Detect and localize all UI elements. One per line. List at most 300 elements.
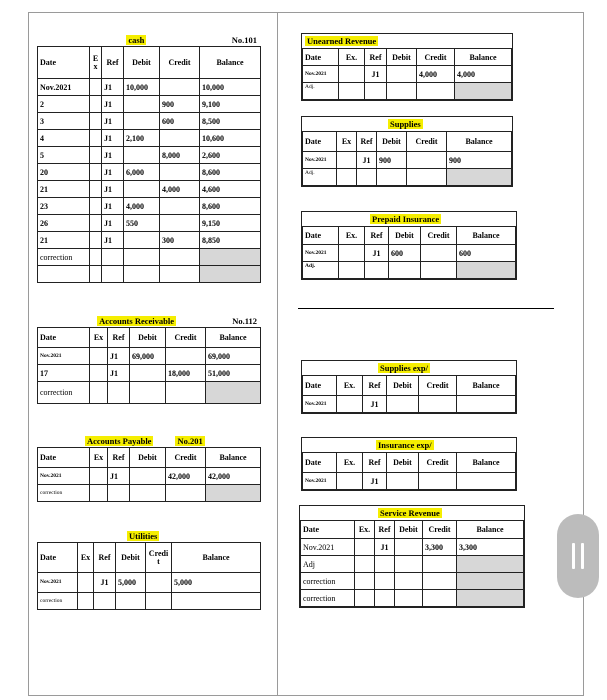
cell-ex[interactable] <box>355 590 375 607</box>
center-divider <box>277 12 278 696</box>
table-row <box>38 96 261 113</box>
supplies-title: Supplies <box>390 119 421 129</box>
cell-balance[interactable]: 51,000 <box>206 365 261 382</box>
cell-debit[interactable] <box>124 266 160 283</box>
cell-debit[interactable]: 69,000 <box>130 348 166 365</box>
cell-ref[interactable] <box>365 262 389 279</box>
cell-date[interactable]: Nov.2021 <box>303 66 339 83</box>
cell-ref[interactable]: J1 <box>365 245 389 262</box>
cell-debit[interactable] <box>387 473 419 490</box>
cell-ref[interactable]: J1 <box>365 66 387 83</box>
header-balance: Balance <box>172 543 261 573</box>
header-balance: Balance <box>447 132 512 152</box>
prepaid-insurance-ledger <box>301 211 517 280</box>
header-ref: Ref <box>102 47 124 79</box>
cell-date[interactable]: 21 <box>38 181 90 198</box>
header-debit: Debit <box>116 543 146 573</box>
cell-balance[interactable]: 900 <box>447 152 512 169</box>
adj-row <box>301 556 524 573</box>
correction-label: correction <box>301 573 355 590</box>
ie-title-bar <box>302 438 516 452</box>
cell-balance[interactable] <box>457 573 524 590</box>
cell-ex[interactable] <box>90 232 102 249</box>
cell-ref[interactable]: J1 <box>102 164 124 181</box>
cell-debit[interactable]: 10,000 <box>124 79 160 96</box>
correction-label: correction <box>38 382 90 404</box>
cell-debit[interactable] <box>377 169 407 186</box>
cell-balance[interactable] <box>457 590 524 607</box>
cell-credit[interactable] <box>146 593 172 610</box>
table-row <box>38 181 261 198</box>
separator-line <box>298 308 554 309</box>
cell-debit[interactable]: 900 <box>377 152 407 169</box>
accounts-receivable-ledger <box>37 315 261 404</box>
cell-credit[interactable] <box>419 473 457 490</box>
cell-ex[interactable] <box>90 348 108 365</box>
cell-ex[interactable] <box>90 198 102 215</box>
cell-ex[interactable] <box>90 249 102 266</box>
cell-balance[interactable] <box>172 593 261 610</box>
cell-date[interactable]: Nov.2021 <box>303 245 339 262</box>
adj-label: Adj. <box>303 169 337 186</box>
header-balance: Balance <box>457 227 516 245</box>
header-date: Date <box>303 227 339 245</box>
cell-balance[interactable] <box>200 266 261 283</box>
cell-ref[interactable] <box>102 249 124 266</box>
header-ref: Ref <box>375 521 395 539</box>
cell-balance[interactable]: 8,600 <box>200 164 261 181</box>
ie-header-row <box>303 453 516 473</box>
cell-ex[interactable] <box>90 468 108 485</box>
cell-ex[interactable] <box>90 181 102 198</box>
table-row <box>303 66 512 83</box>
cell-ex[interactable] <box>355 573 375 590</box>
cell-debit[interactable] <box>130 382 166 404</box>
cell-credit[interactable]: 8,000 <box>160 147 200 164</box>
cell-debit[interactable]: 600 <box>389 245 421 262</box>
cell-ex[interactable] <box>90 266 102 283</box>
header-date: Date <box>38 47 90 79</box>
sr-title-bar <box>300 506 524 520</box>
header-credit: Credit <box>166 448 206 468</box>
cell-ex[interactable] <box>90 130 102 147</box>
cell-ref[interactable] <box>375 590 395 607</box>
adj-row <box>303 262 516 279</box>
cell-ex[interactable] <box>337 152 357 169</box>
cell-ref[interactable] <box>108 485 130 502</box>
cell-debit[interactable] <box>124 147 160 164</box>
cell-ex[interactable] <box>339 262 365 279</box>
grip-icon <box>581 543 584 569</box>
cell-debit[interactable]: 2,100 <box>124 130 160 147</box>
cell-balance[interactable]: 9,100 <box>200 96 261 113</box>
table-row <box>38 365 261 382</box>
se-title-bar <box>302 361 516 375</box>
cell-debit[interactable]: 550 <box>124 215 160 232</box>
cell-credit[interactable]: 42,000 <box>166 468 206 485</box>
header-ex: Ex. <box>337 453 363 473</box>
cell-balance[interactable]: 8,600 <box>200 198 261 215</box>
cell-debit[interactable] <box>130 468 166 485</box>
header-ex: Ex. <box>355 521 375 539</box>
insurance-exp-ledger <box>301 437 517 491</box>
cell-ref[interactable] <box>357 169 377 186</box>
cell-date[interactable]: Nov.2021 <box>38 468 90 485</box>
adj-row <box>303 169 512 186</box>
cell-balance[interactable]: 10,600 <box>200 130 261 147</box>
cell-balance[interactable] <box>457 556 524 573</box>
header-debit: Debit <box>377 132 407 152</box>
cash-table <box>37 46 261 283</box>
utilities-title: Utilities <box>129 531 158 541</box>
header-ref: Ref <box>365 227 389 245</box>
cell-credit[interactable] <box>166 348 206 365</box>
cell-ex[interactable] <box>90 382 108 404</box>
header-credit: Credit <box>417 49 455 66</box>
cell-ref[interactable]: J1 <box>102 130 124 147</box>
table-row <box>38 130 261 147</box>
header-ex: Ex <box>78 543 94 573</box>
cell-ex[interactable] <box>90 147 102 164</box>
cell-debit[interactable]: 5,000 <box>116 573 146 593</box>
cell-balance[interactable]: 42,000 <box>206 468 261 485</box>
header-ex: Ex <box>90 328 108 348</box>
header-credit: Credit <box>160 47 200 79</box>
cell-date[interactable]: 21 <box>38 232 90 249</box>
adj-label: Adj. <box>303 262 339 279</box>
cell-ref[interactable] <box>365 83 387 100</box>
sr-title: Service Revenue <box>380 508 440 518</box>
cell-ref[interactable] <box>102 266 124 283</box>
se-table <box>302 375 516 413</box>
ar-title: Accounts Receivable <box>99 316 175 326</box>
cell-ref[interactable]: J1 <box>94 573 116 593</box>
cell-date[interactable] <box>38 266 90 283</box>
cell-date[interactable]: 20 <box>38 164 90 181</box>
scroll-handle[interactable] <box>557 514 599 598</box>
cell-balance[interactable]: 2,600 <box>200 147 261 164</box>
table-row <box>38 113 261 130</box>
ar-title-bar <box>37 315 261 327</box>
cell-ex[interactable] <box>337 473 363 490</box>
cell-debit[interactable] <box>130 365 166 382</box>
cell-credit[interactable] <box>419 396 457 413</box>
header-ex: Ex <box>90 448 108 468</box>
cell-credit[interactable] <box>423 590 457 607</box>
cash-title-bar <box>37 34 261 46</box>
cash-account-no: No.101 <box>231 35 257 45</box>
header-credit: Credit <box>421 227 457 245</box>
table-row <box>303 473 516 490</box>
cell-balance[interactable] <box>457 262 516 279</box>
header-ref: Ref <box>365 49 387 66</box>
header-balance: Balance <box>200 47 261 79</box>
cell-balance[interactable]: 9,150 <box>200 215 261 232</box>
header-date: Date <box>303 132 337 152</box>
header-credit: Credi t <box>146 543 172 573</box>
cell-date[interactable]: 23 <box>38 198 90 215</box>
cell-date[interactable]: 4 <box>38 130 90 147</box>
cell-balance[interactable]: 5,000 <box>172 573 261 593</box>
cash-title: cash <box>128 35 145 45</box>
table-row <box>38 348 261 365</box>
cell-credit[interactable]: 4,000 <box>417 66 455 83</box>
se-title: Supplies exp/ <box>380 363 428 373</box>
cell-credit[interactable]: 4,000 <box>160 181 200 198</box>
ap-title: Accounts Payable <box>87 436 152 446</box>
cell-balance[interactable] <box>206 382 261 404</box>
ar-account-no: No.112 <box>232 316 257 326</box>
cell-date[interactable]: Nov.2021 <box>303 152 337 169</box>
header-balance: Balance <box>457 376 516 396</box>
cell-ex[interactable] <box>355 539 375 556</box>
header-debit: Debit <box>389 227 421 245</box>
adj-row <box>303 83 512 100</box>
table-row <box>303 245 516 262</box>
cell-ref[interactable]: J1 <box>363 396 387 413</box>
utilities-table <box>37 542 261 610</box>
ie-title: Insurance exp/ <box>378 440 432 450</box>
cell-ref[interactable]: J1 <box>102 181 124 198</box>
cell-date[interactable]: 17 <box>38 365 90 382</box>
table-row <box>38 232 261 249</box>
cell-ref[interactable]: J1 <box>102 96 124 113</box>
cell-ref[interactable]: J1 <box>102 113 124 130</box>
supplies-ledger <box>301 116 513 187</box>
ap-title-bar <box>37 435 261 447</box>
pi-title: Prepaid Insurance <box>372 214 440 224</box>
cell-ref[interactable]: J1 <box>102 79 124 96</box>
cell-balance[interactable] <box>200 249 261 266</box>
cell-credit[interactable]: 18,000 <box>166 365 206 382</box>
cell-debit[interactable] <box>124 113 160 130</box>
cell-credit[interactable] <box>166 382 206 404</box>
cell-credit[interactable] <box>407 152 447 169</box>
table-row <box>38 147 261 164</box>
cell-ex[interactable] <box>90 365 108 382</box>
cell-credit[interactable] <box>160 164 200 181</box>
cell-debit[interactable] <box>395 590 423 607</box>
table-row <box>38 266 261 283</box>
cell-debit[interactable] <box>116 593 146 610</box>
header-balance: Balance <box>206 448 261 468</box>
cell-ex[interactable] <box>339 66 365 83</box>
cell-debit[interactable] <box>387 396 419 413</box>
cell-debit[interactable]: 4,000 <box>124 198 160 215</box>
table-row <box>303 396 516 413</box>
header-balance: Balance <box>457 521 524 539</box>
cell-date[interactable]: 26 <box>38 215 90 232</box>
cell-date[interactable]: Nov.2021 <box>303 396 337 413</box>
cell-ex[interactable] <box>90 113 102 130</box>
table-row <box>303 152 512 169</box>
cell-credit[interactable] <box>423 573 457 590</box>
cell-date[interactable]: Nov.2021 <box>301 539 355 556</box>
table-row <box>38 79 261 96</box>
cell-credit[interactable] <box>407 169 447 186</box>
adj-label: Adj. <box>303 83 339 100</box>
cell-date[interactable]: Nov.2021 <box>303 473 337 490</box>
cell-ref[interactable] <box>375 573 395 590</box>
cell-ex[interactable] <box>90 79 102 96</box>
cell-debit[interactable] <box>395 539 423 556</box>
cell-balance[interactable]: 600 <box>457 245 516 262</box>
cell-ref[interactable]: J1 <box>102 198 124 215</box>
cell-debit[interactable] <box>387 66 417 83</box>
cell-credit[interactable] <box>160 249 200 266</box>
header-ref: Ref <box>108 328 130 348</box>
cell-ex[interactable] <box>90 164 102 181</box>
header-debit: Debit <box>124 47 160 79</box>
header-debit: Debit <box>130 448 166 468</box>
cell-credit[interactable] <box>421 245 457 262</box>
correction-row <box>38 485 261 502</box>
ie-table <box>302 452 516 490</box>
cell-debit[interactable] <box>124 181 160 198</box>
cell-balance[interactable] <box>447 169 512 186</box>
cell-ref[interactable] <box>108 382 130 404</box>
header-date: Date <box>38 328 90 348</box>
header-date: Date <box>38 543 78 573</box>
cell-balance[interactable] <box>455 83 512 100</box>
cell-ref[interactable]: J1 <box>108 365 130 382</box>
cell-credit[interactable]: 300 <box>160 232 200 249</box>
supplies-header-row <box>303 132 512 152</box>
correction-row <box>38 249 261 266</box>
utilities-title-bar <box>37 530 261 542</box>
cell-balance[interactable]: 8,500 <box>200 113 261 130</box>
cell-ref[interactable]: J1 <box>108 468 130 485</box>
cell-credit[interactable] <box>160 79 200 96</box>
table-row <box>38 573 261 593</box>
header-balance: Balance <box>455 49 512 66</box>
correction-label: correction <box>38 485 90 502</box>
cell-credit[interactable] <box>160 215 200 232</box>
header-ex: E x <box>90 47 102 79</box>
cell-ex[interactable] <box>90 215 102 232</box>
pi-title-bar <box>302 212 516 226</box>
cell-date[interactable]: Nov.2021 <box>38 573 78 593</box>
cell-ex[interactable] <box>337 396 363 413</box>
cell-ref[interactable]: J1 <box>102 215 124 232</box>
cell-ex[interactable] <box>355 556 375 573</box>
cell-date[interactable]: 3 <box>38 113 90 130</box>
cell-debit[interactable] <box>124 232 160 249</box>
ap-account-no: No.201 <box>177 436 203 446</box>
cell-credit[interactable] <box>423 556 457 573</box>
cell-ref[interactable]: J1 <box>357 152 377 169</box>
cell-balance[interactable]: 4,600 <box>200 181 261 198</box>
cell-credit[interactable]: 3,300 <box>423 539 457 556</box>
cell-ex[interactable] <box>339 245 365 262</box>
cell-balance[interactable] <box>457 396 516 413</box>
cell-ex[interactable] <box>90 485 108 502</box>
cell-balance[interactable] <box>206 485 261 502</box>
cell-ex[interactable] <box>339 83 365 100</box>
cell-debit[interactable] <box>387 83 417 100</box>
grip-icon <box>572 543 575 569</box>
ap-header-row <box>38 448 261 468</box>
cell-ref[interactable]: J1 <box>375 539 395 556</box>
unearned-revenue-ledger <box>301 33 513 101</box>
cell-debit[interactable]: 6,000 <box>124 164 160 181</box>
supplies-title-bar <box>302 117 512 131</box>
cell-debit[interactable] <box>124 249 160 266</box>
cell-credit[interactable] <box>417 83 455 100</box>
cell-balance[interactable]: 8,850 <box>200 232 261 249</box>
cell-date[interactable]: Nov.2021 <box>38 348 90 365</box>
cell-ex[interactable] <box>78 573 94 593</box>
adj-label: Adj <box>301 556 355 573</box>
cell-credit[interactable] <box>160 130 200 147</box>
cell-ref[interactable] <box>375 556 395 573</box>
header-ex: Ex <box>337 132 357 152</box>
pi-table <box>302 226 516 279</box>
cell-credit[interactable] <box>160 198 200 215</box>
correction-row <box>38 382 261 404</box>
cell-ref[interactable]: J1 <box>102 232 124 249</box>
header-ref: Ref <box>363 376 387 396</box>
utilities-header-row <box>38 543 261 573</box>
header-credit: Credit <box>423 521 457 539</box>
table-row <box>38 198 261 215</box>
cell-credit[interactable] <box>421 262 457 279</box>
cash-ledger <box>37 34 261 283</box>
header-date: Date <box>303 453 337 473</box>
cash-header-row <box>38 47 261 79</box>
ar-header-row <box>38 328 261 348</box>
cell-balance[interactable]: 3,300 <box>457 539 524 556</box>
cell-date[interactable]: Nov.2021 <box>38 79 90 96</box>
supplies-table <box>302 131 512 186</box>
cell-ref[interactable] <box>94 593 116 610</box>
cell-credit[interactable] <box>146 573 172 593</box>
header-credit: Credit <box>419 376 457 396</box>
cell-balance[interactable]: 10,000 <box>200 79 261 96</box>
table-row <box>301 539 524 556</box>
header-balance: Balance <box>457 453 516 473</box>
cell-balance[interactable]: 4,000 <box>455 66 512 83</box>
table-row <box>38 164 261 181</box>
cell-debit[interactable] <box>124 96 160 113</box>
header-balance: Balance <box>206 328 261 348</box>
cell-debit[interactable] <box>395 556 423 573</box>
cell-credit[interactable]: 900 <box>160 96 200 113</box>
header-credit: Credit <box>166 328 206 348</box>
cell-ref[interactable]: J1 <box>108 348 130 365</box>
header-date: Date <box>38 448 90 468</box>
cell-ref[interactable]: J1 <box>102 147 124 164</box>
cell-ex[interactable] <box>90 96 102 113</box>
cell-debit[interactable] <box>130 485 166 502</box>
ur-header-row <box>303 49 512 66</box>
cell-debit[interactable] <box>389 262 421 279</box>
cell-debit[interactable] <box>395 573 423 590</box>
cell-balance[interactable] <box>457 473 516 490</box>
correction-row <box>38 593 261 610</box>
cell-date[interactable]: 5 <box>38 147 90 164</box>
cell-date[interactable]: 2 <box>38 96 90 113</box>
cell-credit[interactable]: 600 <box>160 113 200 130</box>
cell-ref[interactable]: J1 <box>363 473 387 490</box>
cell-credit[interactable] <box>166 485 206 502</box>
cell-credit[interactable] <box>160 266 200 283</box>
header-ref: Ref <box>108 448 130 468</box>
cell-ex[interactable] <box>337 169 357 186</box>
cell-ex[interactable] <box>78 593 94 610</box>
header-debit: Debit <box>395 521 423 539</box>
cell-balance[interactable]: 69,000 <box>206 348 261 365</box>
